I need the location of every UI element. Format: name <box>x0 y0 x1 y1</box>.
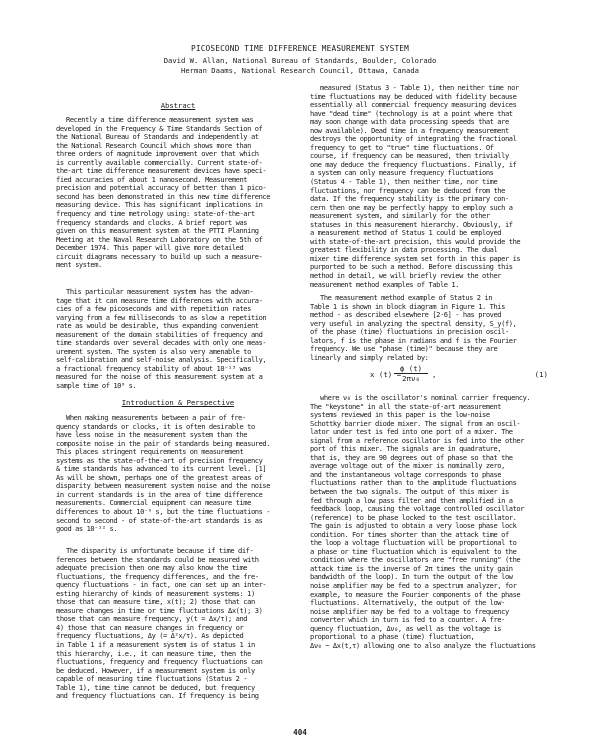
text-line: disparity between measurement system noise and the noise <box>56 482 271 491</box>
text-line: signal from a reference oscillator is fed into the other <box>310 436 525 445</box>
text-line: This particular measurement system has the advan- <box>66 288 254 296</box>
text-line: fied accuracies of about 1 nanosecond. Measurement <box>56 175 248 184</box>
text-line: urement system. The system is also very amenable to <box>56 347 251 356</box>
paragraph-mixer-description <box>310 394 554 650</box>
text-line: quency standards or clocks, it is often desirable to <box>56 422 255 431</box>
text-line: data. If the frequency stability is the primary con- <box>310 195 509 204</box>
text-line: given on this measurement system at the PTTI Planning <box>56 227 259 236</box>
text-line: the National Research Council which shows more than <box>56 141 251 150</box>
text-line: a phase or time fluctuation which is equivalent to the <box>310 547 517 556</box>
equation-separator: , <box>432 370 437 379</box>
text-line: Recently a time difference measurement system was <box>66 116 254 124</box>
text-line: frequency. We use "phase (time)" because they are <box>310 345 498 354</box>
text-line: capable of measuring time fluctuations (Status 2 - <box>56 675 248 684</box>
text-line: The "keystone" in all the state-of-art measurement <box>310 402 502 411</box>
text-line: measurement method examples of Table 1. <box>310 280 460 289</box>
text-line: course, if frequency can be measured, then trivially <box>310 152 509 161</box>
equation-fraction <box>394 364 428 384</box>
text-line: differences to about 10⁻⁹ s, but the time fluctuations - <box>56 508 271 517</box>
page-number: 404 <box>293 728 307 737</box>
text-line: a measurement method of Status 1 could be employed <box>310 229 502 238</box>
text-line: bandwidth of the loop). In turn the output of the low <box>310 573 513 582</box>
left-column <box>56 0 300 754</box>
text-line: second has been demonstrated in this new time difference <box>56 192 271 201</box>
text-line: and the instantaneous voltage corresponds to phase <box>310 470 502 479</box>
text-line: noise amplifier may be fed to a voltage to frequency <box>310 607 509 616</box>
text-line: measurement of the domain stabilities of frequency and <box>56 330 263 339</box>
abstract-paragraph <box>56 116 300 270</box>
text-line: systems as the state-of-the-art of precision frequency <box>56 456 263 465</box>
text-line: one may deduce the frequency fluctuations. Finally, if <box>310 160 517 169</box>
text-line: varying from a few milliseconds to as slow a repetition <box>56 313 267 322</box>
abstract-heading: Abstract <box>160 101 196 110</box>
text-line: measure changes in time or time fluctuations Δx(t); 3) <box>56 606 263 615</box>
equation-number: (1) <box>534 370 548 379</box>
text-line: This places stringent requirements on measurement <box>56 448 244 457</box>
text-line: example, to measure the Fourier components of the phase <box>310 590 521 599</box>
text-line: Schottky barrier diode mixer. The signal from an oscil- <box>310 419 521 428</box>
text-line: be deduced. However, if a measurement system is only <box>56 666 255 675</box>
text-line: measured (Status 3 - Table 1), then neither time nor <box>320 84 519 92</box>
text-line: second to second - of state-of-the-art standards is as <box>56 516 263 525</box>
text-line: measuring device. This has significant implications in <box>56 201 263 210</box>
text-line: fed through a low pass filter and then amplified in a <box>310 496 513 505</box>
text-line: quency fluctuation, Δν₀, as well as the voltage is <box>310 624 502 633</box>
text-line: time standards over several decades with only one meas- <box>56 339 267 348</box>
text-line: the-art time difference measurement devices have speci- <box>56 167 267 176</box>
text-line: fluctuations. Alternatively, the output of the low- <box>310 599 505 608</box>
equation-numerator: ϕ (t) <box>394 364 428 374</box>
paragraph-hierarchy <box>56 547 300 701</box>
text-line: Table 1), time time cannot be deduced, but frequency <box>56 683 255 692</box>
text-line: attack time is the inverse of 2π times the unity gain <box>310 564 513 573</box>
text-line: ment system. <box>56 261 102 270</box>
text-line: method - as described elsewhere [2-6] - has proved <box>310 311 502 320</box>
text-line: destroys the opportunity of integrating the fractional <box>310 135 517 144</box>
text-line: December 1974. This paper will give more detailed <box>56 244 244 253</box>
text-line: statuses in this measurement hierarchy. Obviously, if <box>310 220 513 229</box>
text-line: esting hierarchy of kinds of measurement systems: 1) <box>56 589 255 598</box>
text-line: the National Bureau of Standards and independently at <box>56 133 259 142</box>
text-line: frequency and time metrology using: state-of-the-art <box>56 210 255 219</box>
text-line: converter which in turn is fed to a counter. A fre- <box>310 616 505 625</box>
text-line: have "dead time" (technology is at a point where that <box>310 109 513 118</box>
text-line: the loop a voltage fluctuation will be proportional to <box>310 539 517 548</box>
text-line: that is, they are 90 degrees out of phase so that the <box>310 453 513 462</box>
equation-denominator: 2πν₀ <box>402 374 420 383</box>
text-line: precision and potential accuracy of better than 1 pico- <box>56 184 267 193</box>
text-line: fluctuations rather than to the amplitude fluctuations <box>310 479 517 488</box>
text-line: essentially all commercial frequency measuring devices <box>310 101 517 110</box>
text-line: fluctuations, nor frequency can be deduced from the <box>310 186 505 195</box>
text-line: composite noise in the pair of standards being measured. <box>56 439 271 448</box>
text-line: (Status 4 - Table 1), then neither time, nor time <box>310 178 498 187</box>
text-line: with state-of-the-art precision, this would provide the <box>310 237 521 246</box>
text-line: fluctuations, frequency and frequency fluctuations can <box>56 658 263 667</box>
equation-1 <box>310 364 554 384</box>
text-line: & time standards has advanced to its current level. [1] <box>56 465 267 474</box>
text-line: frequency fluctuations, Δy (= Δ²x/τ). As depicted <box>56 632 244 641</box>
right-column <box>310 0 554 754</box>
text-line: cies of a few picoseconds and with repetition rates <box>56 305 251 314</box>
text-line: sample time of 10⁰ s. <box>56 382 137 391</box>
text-line: now available). Dead time in a frequency measurement <box>310 126 509 135</box>
text-line: a system can only measure frequency fluctuations <box>310 169 494 178</box>
text-line: time fluctuations may be deduced with fidelity because <box>310 92 517 101</box>
text-line: in Table 1 if a measurement system is of status 1 in <box>56 641 255 650</box>
text-line: adequate precision then one may also know the time <box>56 564 248 573</box>
text-line: circuit diagrams necessary to build up such a measure- <box>56 252 263 261</box>
text-line: As will be shown, perhaps one of the greatest areas of <box>56 473 263 482</box>
paper-title: PICOSECOND TIME DIFFERENCE MEASUREMENT SYSTEM <box>191 44 409 53</box>
text-line: noise amplifier may be fed to a spectrum analyzer, for <box>310 582 517 591</box>
text-line: self-calibration and self-noise analysis. Specifically, <box>56 356 267 365</box>
text-line: (reference) to be phase locked to the test oscillator. <box>310 513 517 522</box>
text-line: The measurement method example of Status 2 in <box>320 294 493 302</box>
text-line: linearly and simply related by: <box>310 353 429 362</box>
text-line: frequency standards and clocks. A brief report was <box>56 218 248 227</box>
text-line: of the phase (time) fluctuations in precision oscil- <box>310 328 509 337</box>
text-line: Meeting at the Naval Research Laboratory on the 5th of <box>56 235 263 244</box>
author-line-2: Herman Daams, National Research Council, Ottawa, Canada <box>181 66 419 75</box>
text-line: those that can measure time, x(t); 2) those that can <box>56 598 255 607</box>
text-line: developed in the Frequency & Time Standards Section of <box>56 124 263 133</box>
text-line: where ν₀ is the oscillator's nominal carrier frequency. <box>320 394 531 402</box>
text-line: Table 1 is shown in block diagram in Figure 1. This <box>310 302 505 311</box>
text-line: condition. For times shorter than the attack time of <box>310 530 509 539</box>
text-line: quency fluctuations - in fact, one can set up an inter- <box>56 581 267 590</box>
text-line: ferences between the standards could be measured with <box>56 555 259 564</box>
text-line: mixer time difference system set forth in this paper is <box>310 254 521 263</box>
text-line: rate as would be desirable, thus expanding convenient <box>56 322 259 331</box>
text-line: average voltage out of the mixer is nominally zero, <box>310 462 505 471</box>
text-line: proportional to a phase (time) fluctuation, <box>310 633 475 642</box>
text-line: three orders of magnitude improvement over that which <box>56 150 259 159</box>
text-line: 4) those that can measure changes in frequency or <box>56 623 244 632</box>
text-line: Δν₀ ~ Δx(t,τ) allowing one to also analyze the fluctuations <box>310 641 536 650</box>
introduction-heading: Introduction & Perspective <box>121 398 235 407</box>
text-line: those that can measure frequency, y(t = Δx/τ); and <box>56 615 248 624</box>
text-line: is currently available commercially. Current state-of- <box>56 158 263 167</box>
paragraph-status-review <box>310 84 554 289</box>
text-line: port of this mixer. The signals are in quadrature, <box>310 445 502 454</box>
text-line: a fractional frequency stability of about 10⁻¹³ was <box>56 364 251 373</box>
text-line: When making measurements between a pair of fre- <box>66 414 246 422</box>
text-line: The gain is adjusted to obtain a very loose phase lock <box>310 522 517 531</box>
text-line: measurements. Commercial equipment can measure time <box>56 499 251 508</box>
text-line: and frequency fluctuations can. If frequency is being <box>56 692 259 701</box>
text-line: between the two signals. The output of this mixer is <box>310 488 509 497</box>
paragraph-introduction <box>56 414 300 534</box>
text-line: condition where the oscillators are "free running" (the <box>310 556 521 565</box>
text-line: tage that it can measure time differences with accura- <box>56 296 263 305</box>
text-line: this hierarchy, i.e., it can measure time, then the <box>56 649 251 658</box>
text-line: very useful in analyzing the spectral density, S_y(f), <box>310 319 517 328</box>
text-line: method in detail, we will briefly review the other <box>310 272 502 281</box>
text-line: measurement system, and similarly for the other <box>310 212 490 221</box>
text-line: The disparity is unfortunate because if time dif- <box>66 547 254 555</box>
text-line: measured for the noise of this measurement system at a <box>56 373 263 382</box>
text-line: may soon change with data processing speeds that are <box>310 118 509 127</box>
text-line: purported to be such a method. Before discussing this <box>310 263 513 272</box>
text-line: feedback loop, causing the voltage controlled oscillator <box>310 505 525 514</box>
text-line: fluctuations, the frequency differences, and the fre- <box>56 572 259 581</box>
paragraph-measurement-advantages <box>56 288 300 391</box>
paragraph-status-2-method <box>310 294 554 362</box>
equation-lhs: x (t) = <box>370 370 402 379</box>
text-line: in current standards is in the area of time difference <box>56 490 263 499</box>
text-line: good as 10⁻¹² s. <box>56 525 118 534</box>
text-line: greatest flexibility in data processing. The dual <box>310 246 498 255</box>
text-line: systems reviewed in this paper is the low-noise <box>310 411 490 420</box>
text-line: lators, f is the phase in radians and f is the Fourier <box>310 336 517 345</box>
text-line: cern then one may be perfectly happy to employ such a <box>310 203 513 212</box>
text-line: have less noise in the measurement system than the <box>56 431 248 440</box>
text-line: frequency to get to "true" time fluctuations. Of <box>310 143 494 152</box>
text-line: lator under test is fed into one port of a mixer. The <box>310 428 513 437</box>
author-line-1: David W. Allan, National Bureau of Standards, Boulder, Colorado <box>163 56 437 65</box>
